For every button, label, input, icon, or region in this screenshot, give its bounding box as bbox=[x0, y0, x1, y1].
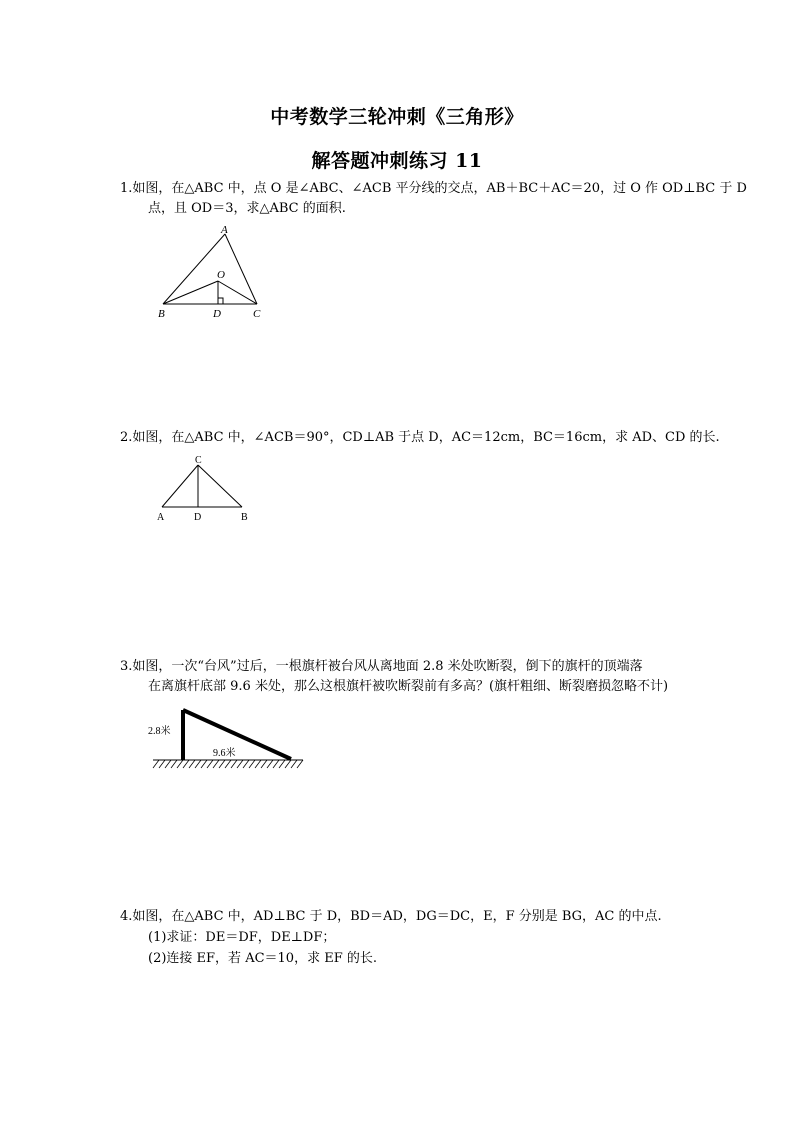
page-subtitle: 解答题冲刺练习 11 bbox=[311, 150, 483, 172]
question-4-line-1: 4.如图，在△ABC 中，AD⊥BC 于 D，BD＝AD，DG＝DC，E，F 分别是 BG，AC 的中点. bbox=[120, 909, 662, 924]
question-4-part-1: (1)求证：DE＝DF，DE⊥DF； bbox=[148, 930, 336, 945]
question-1-figure bbox=[150, 222, 280, 324]
label-c: C bbox=[195, 455, 202, 466]
label-b: B bbox=[158, 308, 165, 320]
question-2-figure bbox=[150, 452, 260, 524]
label-a: A bbox=[157, 512, 165, 523]
question-3-line-1: 3.如图，一次“台风”过后，一根旗杆被台风从离地面 2.8 米处吹断裂，倒下的旗杆的顶端落 bbox=[120, 659, 643, 674]
question-1-line-2: 点，且 OD＝3，求△ABC 的面积. bbox=[148, 201, 346, 216]
segment-co bbox=[218, 281, 257, 304]
segment-bo bbox=[163, 281, 218, 304]
question-3-line-2: 在离旗杆底部 9.6 米处，那么这根旗杆被吹断裂前有多高？(旗杆粗细、断裂磨损忽略不计) bbox=[148, 679, 669, 694]
flagpole-broken-part bbox=[183, 710, 291, 759]
label-c: C bbox=[253, 308, 261, 320]
label-d: D bbox=[213, 308, 221, 320]
edge-ac bbox=[225, 234, 257, 304]
label-height: 2.8米 bbox=[148, 726, 171, 737]
label-b: B bbox=[241, 512, 248, 523]
question-3-figure bbox=[145, 700, 310, 775]
right-angle-mark bbox=[218, 298, 223, 304]
label-distance: 9.6米 bbox=[213, 748, 236, 759]
label-o: O bbox=[217, 269, 225, 281]
edge-ac bbox=[162, 465, 198, 507]
edge-ab bbox=[163, 234, 225, 304]
label-a: A bbox=[221, 224, 228, 236]
page-title: 中考数学三轮冲刺《三角形》 bbox=[270, 106, 524, 128]
label-d: D bbox=[194, 512, 202, 523]
question-4-part-2: (2)连接 EF，若 AC＝10，求 EF 的长. bbox=[148, 951, 377, 966]
question-1-line-1: 1.如图，在△ABC 中，点 O 是∠ABC、∠ACB 平分线的交点，AB＋BC＋AC＝20，过 O 作 OD⊥BC 于 D bbox=[120, 181, 747, 196]
edge-bc bbox=[198, 465, 242, 507]
question-2-line-1: 2.如图，在△ABC 中，∠ACB＝90°，CD⊥AB 于点 D，AC＝12cm，BC＝16cm，求 AD、CD 的长. bbox=[120, 430, 720, 445]
